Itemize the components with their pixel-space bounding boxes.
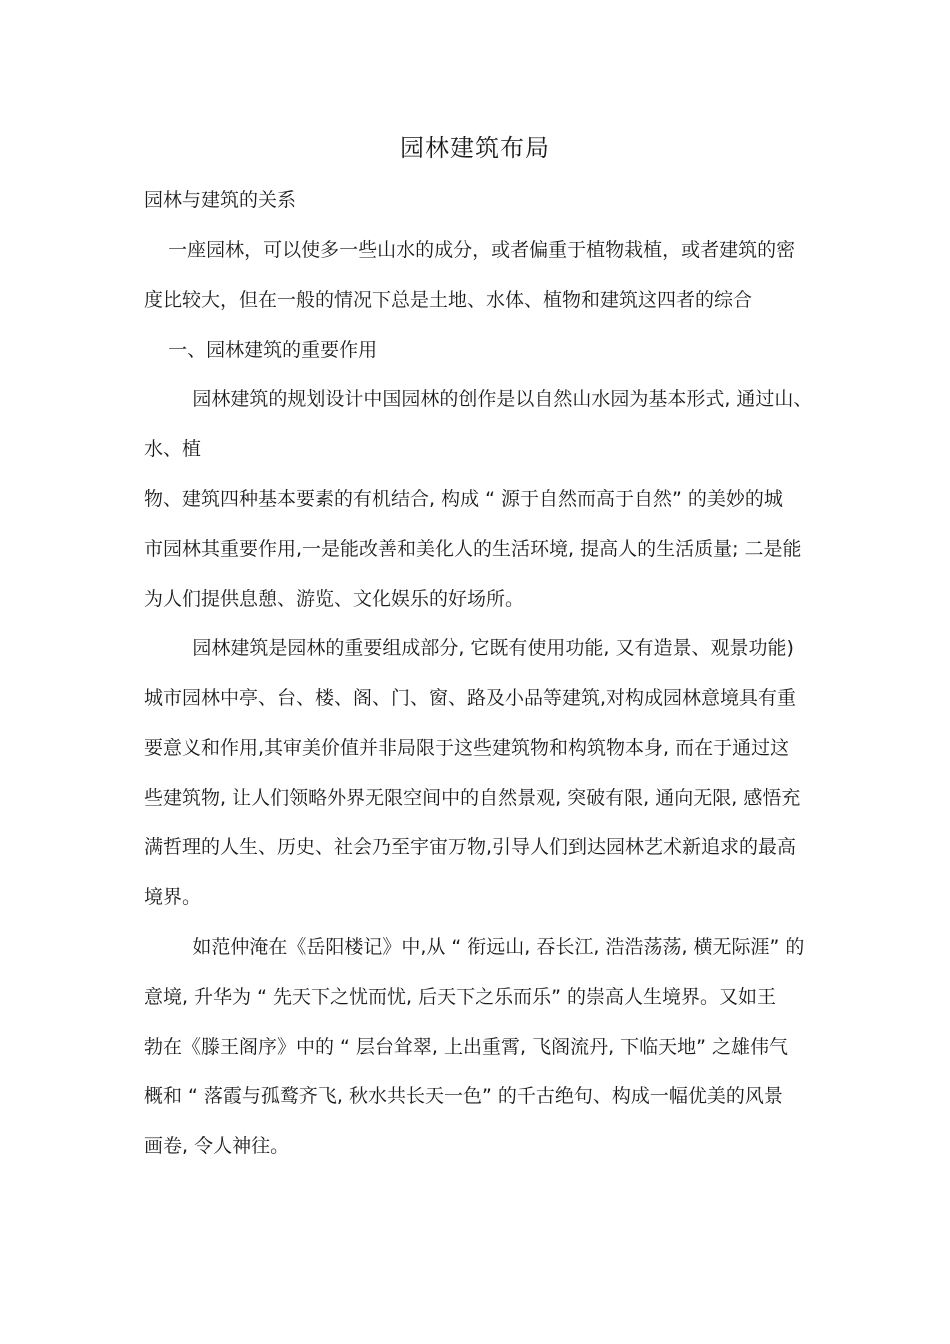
text-line: 园林建筑的规划设计中国园林的创作是以自然山水园为基本形式, 通过山、 [144,388,813,410]
text-line: 城市园林中亭、台、楼、阁、门、窗、路及小品等建筑,对构成园林意境具有重 [144,687,797,709]
text-line: 一、园林建筑的重要作用 [144,339,378,361]
document-title: 园林建筑布局 [400,134,550,162]
text-line: 要意义和作用,其审美价值并非局限于这些建筑物和构筑物本身, 而在于通过这 [144,737,790,759]
text-line: 勃在《滕王阁序》中的 “ 层台耸翠, 上出重霄, 飞阁流丹, 下临天地” 之雄伟气 [144,1036,789,1058]
text-line: 园林与建筑的关系 [144,189,297,211]
text-line: 如范仲淹在《岳阳楼记》中,从 “ 衔远山, 吞长江, 浩浩荡荡, 横无际涯” 的 [144,936,805,958]
text-line: 水、植 [144,438,202,460]
text-line: 境界。 [144,886,202,908]
text-line: 度比较大，但在一般的情况下总是土地、水体、植物和建筑这四者的综合 [144,289,753,311]
text-line: 园林建筑是园林的重要组成部分, 它既有使用功能, 又有造景、观景功能) [144,637,794,659]
text-line: 物、建筑四种基本要素的有机结合, 构成 “ 源于自然而高于自然” 的美妙的城 [144,488,783,510]
text-line: 意境, 升华为 “ 先天下之忧而忧, 后天下之乐而乐” 的崇高人生境界。又如王 [144,986,776,1008]
text-line: 一座园林，可以使多一些山水的成分，或者偏重于植物栽植，或者建筑的密 [144,239,796,261]
text-line: 为人们提供息憩、游览、文化娱乐的好场所。 [144,588,525,610]
text-line: 画卷, 令人神往。 [144,1135,290,1157]
text-line: 市园林其重要作用,一是能改善和美化人的生活环境, 提高人的生活质量; 二是能 [144,538,802,560]
text-line: 概和 “ 落霞与孤鹜齐飞, 秋水共长天一色” 的千古绝句、构成一幅优美的风景 [144,1085,783,1107]
text-line: 满哲理的人生、历史、社会乃至宇宙万物,引导人们到达园林艺术新追求的最高 [144,836,797,858]
text-line: 些建筑物, 让人们领略外界无限空间中的自然景观, 突破有限, 通向无限, 感悟充 [144,787,801,809]
